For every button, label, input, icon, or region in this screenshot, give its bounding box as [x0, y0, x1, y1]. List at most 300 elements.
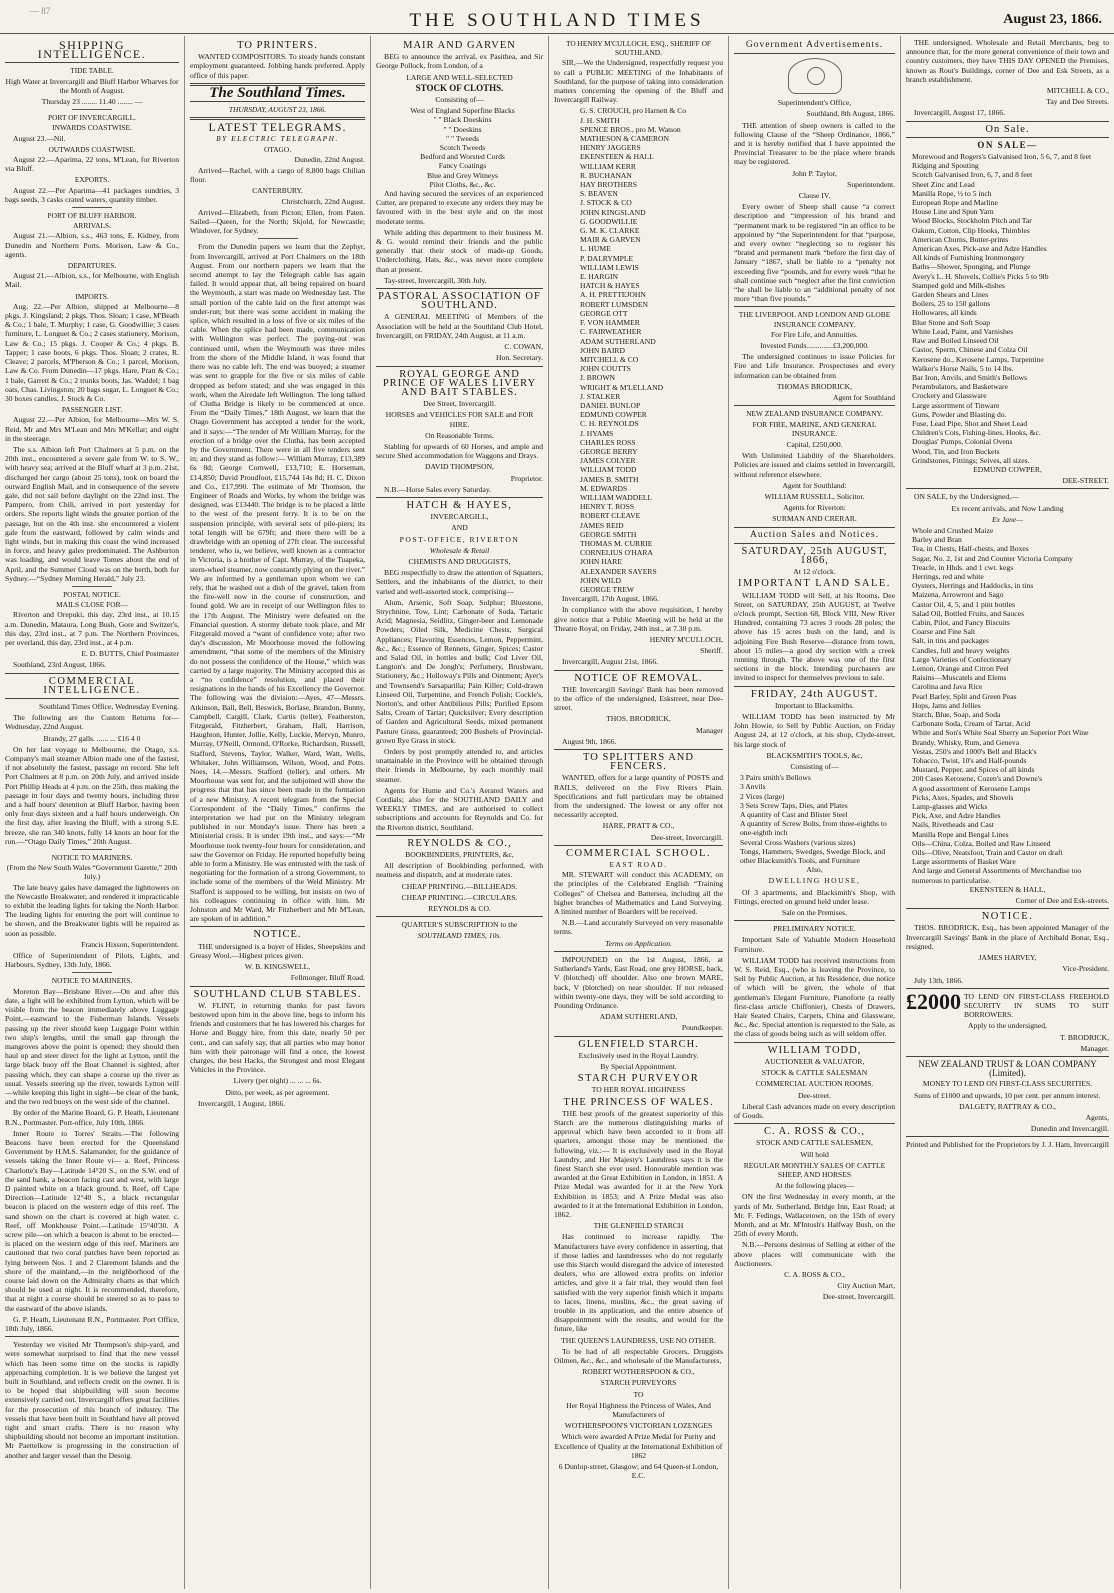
requisition-name: WILLIAM TODD	[580, 465, 637, 475]
ross-street: Dee-street, Invercargill.	[822, 1292, 895, 1302]
requisition-name: EDMUND COWPER	[580, 410, 647, 420]
royal-george-proprietor: Proprietor.	[510, 473, 543, 483]
torres-straits-sign: G. P. Heath, Lieutenant R.N., Portmaster. Port Office, 18th July, 1866.	[5, 1314, 179, 1333]
requisition-name: HENRY T. ROSS	[580, 502, 635, 512]
requisition-name: ROBERT CLEAVE	[580, 511, 641, 521]
arrivals-text: August 21.—Albion, s.s., 463 tons, E. Kidney, from Dunedin and Northern Ports. Morison, Law & Co., agents.	[5, 231, 179, 259]
blacksmith-item: A quantity of Cast and Blister Steel	[740, 810, 848, 820]
hardware-item: Raw and Boiled Linseed Oil	[912, 336, 999, 346]
glenfield-text-3: To be had of all respectable Grocers, Druggists Oilmen, &c., &c., and wholesale of the Manufacturers,	[554, 1346, 723, 1366]
requisition-name: WRIGHT & M'LELLAND	[580, 382, 664, 392]
requisition-name: GEORGE SMITH	[580, 529, 637, 539]
requisition-name: J. BROWN	[580, 373, 616, 383]
removal-signature: THOS. BRODRICK,	[606, 714, 671, 724]
grocery-item: Hops, Jams and Jellies	[912, 700, 981, 710]
friday-text: WILLIAM TODD has been instructed by Mr John Howie, to Sell by Public Auction, on Friday August 24, at 12 o'clock, at his shop, Clyde-street, his large stock of	[734, 711, 895, 749]
mariners-notice-1-place: Office of Superintendent of Pilots, Lights, and Harbours, Sydney, 13th July, 1866.	[5, 951, 179, 970]
nz-trust-place: Dunedin and Invercargill.	[1030, 1124, 1109, 1134]
requisition-name: HATCH & HAYES	[580, 281, 640, 291]
lend-amount: £2000	[906, 988, 961, 1014]
requisition-name: C. H. REYNOLDS	[580, 419, 639, 429]
grocery-item: Lemon, Orange and Citron Peel	[912, 664, 1009, 673]
grocery-item: Salt, in tins and packages	[912, 636, 989, 646]
hardware-item: Manilla Rope, ½ to 5 inch	[912, 188, 992, 198]
mariners-notice-1-heading: NOTICE TO MARINERS.	[51, 853, 133, 863]
cloth-item: " " Doeskins	[443, 124, 482, 134]
requisition-name: JOHN COUTTS	[580, 364, 631, 374]
sheriff-reply: In compliance with the above requisition, I hereby give notice that a Public Meeting will be held at the Theatre Royal, on Friday, 24th inst., at 7.30 p.m.	[554, 605, 723, 633]
grocery-item: Herrings, red and white	[912, 571, 984, 581]
nz-insurance-agent: Agent for Southland:	[782, 480, 847, 490]
todd-rooms: COMMERCIAL AUCTION ROOMS.	[755, 1079, 874, 1089]
shipyard-article: Yesterday we visited Mr Thompson's ship-yard, and were somewhat surprised to find that the new vessel which has been some time on the stocks is rapidly approaching completion. It is we believe the largest yet built in Southland, and reflects credit on the owner. It is to be hoped that shipbuilding will soon become extensively carried out. Invercargill offers great facilities for the prosecution of this branch of industry. The vessels that have been built in Southland have all proved tight and smart crafts. There is no reason why shipbuilding should not become an important institution. Mr Paettelkow is progressing in the construction of another and larger vessel than the Desoig.	[5, 1340, 179, 1460]
albion-article: The s.s. Albion left Port Chalmers at 5 p.m. on the 20th inst., encountered a severe gale from W. to S. W., with heavy sea; arrived at the Bluff wharf at 3 p.m. 21st, discharged her cargo (about 25 tons), took on board the outward English Mail, and in consequence of the severe gale, did not sail before daylight on the 22nd inst. The Pampero, from Chili, arrived in port yesterday for orders. She reports light winds the greater portion of the passage, but on the 4th inst. she encountered a violent gale from the eastward, followed by calm winds and light winds, but in making this coast the wind increased in force, and heavy gales predominated. The Ashburton was loading, and would leave Tomes about the end of April, and the Summer Cloud was on the berth, both for Sydney.—“Sydney Morning Herald,” July 23.	[5, 444, 179, 583]
grocery-item: Manilla Rope and Bengal Lines	[912, 829, 1009, 839]
hardware-item: Douglas' Pumps, Colonial Ovens	[912, 437, 1013, 447]
requisition-names	[554, 106, 723, 594]
requisition-name: HAY BROTHERS	[580, 180, 638, 190]
grocery-item: And large and General Assortments of Merchandise too numerous to particularise.	[912, 866, 1082, 885]
requisition-name: ROBERT LUMSDEN	[580, 299, 648, 309]
commercial-text: The following are the Custom Returns for— Wednesday, 22nd August.	[5, 713, 179, 732]
hardware-item: All kinds of Furnishing Ironmongery	[912, 253, 1025, 263]
requisition-name: GEORGE BERRY	[580, 446, 638, 456]
nz-insurance-heading: NEW ZEALAND INSURANCE COMPANY.	[746, 409, 883, 419]
inwards-heading: INWARDS COASTWISE.	[52, 123, 132, 133]
mitchell-date: Invercargill, August 17, 1866.	[914, 108, 1005, 118]
hardware-item: Oakum, Cotton, Clip Hooks, Thimbles	[912, 225, 1030, 235]
splitters-place: Dee-street, Invercargill.	[650, 832, 723, 842]
postal-subheading: MAILS CLOSE FOR—	[56, 600, 128, 610]
mair-garven-heading: MAIR AND GARVEN	[403, 40, 516, 51]
grocery-item: Tobacco, Twist, 10's and Half-pounds	[912, 756, 1027, 766]
land-sale-heading: IMPORTANT LAND SALE.	[738, 578, 891, 590]
requisition-name: HENRY JAGGERS	[580, 143, 641, 153]
friday-heading: FRIDAY, 24th AUGUST.	[750, 688, 879, 700]
requisition-name: J. STALKER	[580, 391, 621, 401]
blacksmith-item: Tongs, Hammers, Swedges, Swedge Block, and other Blacksmith's Tools, and Furniture	[740, 846, 886, 866]
requisition-name: JOHN HARE	[580, 557, 622, 567]
pastoral-signature: C. COWAN,	[504, 342, 543, 352]
friday-also: Also,	[806, 865, 823, 875]
brodrick-notice-text: THOS. BRODRICK, Esq., has been appointed Manager of the Invercargill Savings' Bank in the place of Archibald Bonar, Esq., resigned.	[906, 923, 1109, 951]
todd-heading: WILLIAM TODD,	[767, 1044, 862, 1056]
mair-garven-text-2: While adding this department to their business M. & G. would remind their friends and the public generally that their stock of made-up Goods, Underclothing, Hats, &c., was never more complete than at present.	[376, 227, 543, 274]
royal-george-street: Dee Street, Invercargill.	[423, 399, 496, 409]
ross-title: STOCK AND CATTLE SALESMEN,	[756, 1138, 873, 1148]
blacksmith-items	[734, 773, 895, 865]
editorial-article: From the Dunedin papers we learn that the Zephyr, from Invercargill, arrived at Port Chalmers on the 18th August. From our northern papers we learn that the second attempt to lay the Telegraph cable has again failed. It would appear that, all being repaired on board the Weymouth, a start was made on Wednesday last. The small portion of the cable laid on the first attempt was under-run; but there was some accident in making the splice, which resulted in a loss of five or six miles of the cable. When the splice had been made, communication with Wellington was perfect. The paying-out was continued until, when the Weymouth was three miles from the shore of the Middle Island, it was found that there was no cable left. The end was buoyed; a steamer was sent to grapple for the five or six miles of cable dropped as before stated; and she was engaged in this work, when the Airedale left Wellington. The long talked of Clutha Bridge is likely to be commenced at once. From the “Daily Times,” 18th August, we learn that the Otago Government has accepted a tender for the work, and it says:—“The tender of Mr William Murray, for the erection of a bridge over the Clutha, has been accepted by the Government. There were in all five tenders sent in; and they stand as follow:— William Murray, £13,389 6s 8d; George Cornwell, £13,710; E. Horseman, £14,850; David Proudfoot, £15,744 14s 8d; H. C. Dixon and Co., £17,990. The estimate of Mr Thomson, the Engineer of Roads and Works, by whom the bridge was designed, was £13440. The bridge is to be placed a little to the west of the present ferry. It is to be on the suspension principle, with several sets of pile-piers; its total length will be 679ft; and there there will be a drawbridge with an opening of 27ft clear. The successful tenderer, who is, we believe, well known as a contractor in Victoria, is a brother of Capt. Murray, of the Tuapeka, stern-wheel steamer, now constantly plying on the river.” We are informed by a gentleman upon whom we can rely, that he washed out a dish of the gravel, taken from the fire-well now in the course of construction, and found gold. We are in receipt of our Wellington files to the 17th August. The Ministry were defeated on the Financial question. A stormy debate took place, and Mr Fitzgerald moved a “want of confidence vote; after two day's discussion, Mr Moorhouse moved the following amendment, “that some of the members of the Ministry do not possess the confidence of the House,” which was carried by a large majority. The Ministry accepted this as a “no confidence” resolution, and placed their resignations in the hands of his Excellency the Governor. The following was the division:—Ayes, 47—Messrs. Atkinson, Ball, Bell, Beswick, Borlase, Brandon, Bunny, Campbell, Cargill, Clark, Curtis (teller), Featherston, Fitzgerald, Fitzherbert, Graham, Hall, Harrison, Haughton, Hunter, Jollie, Kelly, Luckie, Mervyn, Munro, Murray, O'Neill, Ormond, O'Rorke, Richardson, Russell, Stafford, Stevens, Taylor, Walker, Ward, Watt, Wells, Whitaker, John Williamson, Wilson, Wood, and Potts. Noes, 14.—Messrs. Stafford (teller), and others. Mr Moorhouse was sent for, and the subjoined will show the progress that that has since been made in the formation of a new Ministry. A recent telegram from the Special Correspondent of the “Daily Times,” confirms the interpretation we had put on the Ministry telegram published in our Monday's issue. There has been a Ministerial crisis. It is under 19th inst., and says:—“Mr Moorhouse took twenty-four hours for consideration, and saw the Governor on Friday. He reported hopefully being able to form a Ministry. He was entrusted with the task of negotiating for the formation of a strong Government, to include some of the members of the Weld Ministry. Mr Stafford is supposed to be willing, but insists on two of his colleagues continuing in office with him. Mr Johnston and Mr Ward, Mr Fitzherbert and Mr M'Lean, are spoken of in addition.”	[190, 242, 365, 924]
grocery-item: Large Varieties of Confectionary	[912, 654, 1012, 664]
requisition-name: G. S. CROUCH, pro Harnett & Co	[580, 106, 687, 116]
sheriff-signature: HENRY M'CULLOCH,	[649, 635, 723, 644]
glenfield-sub: Exclusively used in the Royal Laundry.	[578, 1050, 699, 1060]
hardware-item: Perambulators, and Basketware	[912, 382, 1008, 392]
grocery-item: Tea, in Chests, Half-chests, and Boxes	[912, 544, 1029, 554]
clause-heading: Clause IV.	[798, 191, 831, 201]
royal-george-text: HORSES and VEHICLES FOR SALE and FOR HIRE.	[385, 410, 534, 429]
lend-text: TO LEND ON FIRST-CLASS FREEHOLD SECURITY IN SUMS TO SUIT BORROWERS.	[964, 991, 1109, 1020]
royal-george-text-2: Stabling for upwards of 60 Horses, and ample and secure Shed accommodation for Waggons and Drays.	[376, 441, 543, 461]
glenfield-to-2: TO	[633, 1389, 644, 1399]
ross-signature: C. A. ROSS & CO.,	[784, 1269, 845, 1279]
otago-telegram: Arrived—Rachel, with a cargo of 8,800 bags Chilian flour.	[190, 166, 365, 185]
blacksmith-tools: BLACKSMITH'S TOOLS, &c,	[766, 750, 863, 760]
requisition-name: MATHESON & CAMERON	[580, 134, 670, 144]
requisition-name: L. HUME	[580, 244, 611, 254]
glenfield-lozenges: WOTHERSPOON'S VICTORIAN LOZENGES	[564, 1421, 713, 1431]
grocery-item: Barley and Bran	[912, 535, 962, 545]
hatch-hayes-heading: HATCH & HAYES,	[406, 499, 513, 511]
hardware-item: Bar Iron, Anvils, and Smith's Bellows	[912, 372, 1028, 382]
otago-heading: OTAGO.	[263, 144, 292, 154]
grocery-item: Raisins—Muscatels and Elems	[912, 673, 1007, 683]
grocery-item: White and Son's White Seal Sherry an Superior Port Wine	[912, 728, 1089, 738]
outwards-heading: OUTWARDS COASTWISE.	[48, 144, 136, 154]
tide-text: High Water at Invercargill and Bluff Harbor Wharves for the Month of August.	[5, 76, 179, 95]
imports-heading: IMPORTS.	[75, 291, 109, 301]
grocery-item: 200 Cases Kerosene, Cozen's and Downe's	[912, 774, 1043, 784]
government-text: THE attention of sheep owners is called to the following Clause of the “Sheep Ordinance, 1866,” and it is hereby notified that I have appointed the Provincial Treasurer to be the place where brands may be registered.	[734, 120, 895, 167]
lend-advert	[906, 988, 1109, 1020]
nz-insurance-text: With Unlimited Liability of the Shareholders. Policies are issued and claims settled in Invercargill, without reference elsewhere.	[734, 451, 895, 479]
grocery-item: Salad Oil, Bottled Fruits, and Sauces	[912, 608, 1024, 618]
ekensteen-signature: EKENSTEEN & HALL,	[969, 884, 1046, 894]
requisition-name: J. STOCK & CO	[580, 198, 632, 208]
requisition-name: G. GOODWILLIE	[580, 216, 638, 226]
hardware-item: Scotch Galvanised Iron, 6, 7, and 8 feet	[912, 170, 1033, 180]
hatch-hayes-and: AND	[451, 523, 468, 533]
hardware-item: Walker's Horse Nails, 5 to 14 lbs.	[912, 363, 1014, 373]
cloth-item: Pilot Cloths, &c., &c.	[429, 179, 496, 189]
removal-title: Manager	[696, 725, 723, 735]
printers-heading: TO PRINTERS.	[237, 40, 318, 51]
mair-garven-items	[376, 106, 543, 189]
todd-title-2: STOCK & CATTLE SALESMAN	[761, 1068, 868, 1078]
hardware-item: House Line and Spun Yarn	[912, 207, 994, 217]
ross-nb: N.B.—Persons desirous of Selling at either of the above places will communicate with the Auctioneers.	[734, 1240, 895, 1268]
dwelling-house-text: Of 3 apartments, and Blacksmith's Shop, with Fittings, erected on ground held under lease.	[734, 887, 895, 906]
requisition-name: DANIEL BUNLOP	[580, 400, 641, 410]
glenfield-text-4: Her Royal Highness the Princess of Wales, And Manufacturers of	[566, 1400, 711, 1420]
hardware-item: European Rope and Marline	[912, 198, 998, 208]
club-stables-livery: Livery (per night) ... ... ... 6s.	[233, 1076, 322, 1086]
requisition-name: WILLIAM KERR	[580, 161, 636, 171]
hardware-item: Avery's L. H. Shovels, Collie's Picks 5 to 9lb	[912, 271, 1049, 281]
requisition-name: GEORGE OTT	[580, 308, 628, 318]
cheap-printing-billheads: CHEAP PRINTING.—BILLHEADS.	[401, 881, 518, 891]
crest-icon	[788, 58, 842, 94]
cloth-item: Bedford and Worsted Cords	[420, 152, 505, 162]
splitters-signature: HARE, PRATT & CO.,	[602, 821, 675, 831]
liverpool-text: The undersigned continues to issue Policies for Fire and Life Insurance. Prospectuses and every information can be obtained from	[734, 352, 895, 380]
nz-insurance-capital: Capital, £250,000.	[786, 439, 843, 449]
blacksmith-item: 3 Sets Screw Taps, Dies, and Plates	[740, 800, 848, 810]
commercial-heading: COMMERCIAL INTELLIGENCE.	[43, 675, 141, 696]
blacksmith-item: Several Cross Washers (various sizes)	[740, 837, 856, 847]
grocery-item: Carbonate Soda, Cream of Tartar, Acid	[912, 719, 1031, 729]
grocery-item: A good assortment of Kerosene Lamps	[912, 783, 1031, 793]
grocery-item: Maizena, Arrowroot and Sago	[912, 590, 1004, 600]
departures-heading: DEPARTURES.	[67, 261, 117, 271]
glenfield-princess: THE PRINCESS OF WALES.	[563, 1096, 714, 1108]
requisition-name: C. FAIRWEATHER	[580, 327, 642, 337]
requisition-name: CHARLES ROSS	[580, 437, 636, 447]
preliminary-text: WILLIAM TODD has received instructions from W. S. Reid, Esq., (who is leaving the Province, to Sell by Public Auction, at his Residence, due notice of which will be given, the whole of that gentleman's Elegant Furniture, Pianoforte (a really first-class article Chiffonier), Chests of Drawers, Hair Seated Chairs, Carpets, China and Glassware, &c., &c. Special attention is requested to the Sale, as the class of goods being such as will seldom offer.	[734, 955, 895, 1039]
hardware-item: Crockery and Glassware	[912, 391, 987, 401]
cheap-printing-circulars: CHEAP PRINTING.—CIRCULARS.	[401, 892, 518, 902]
requisition-name: MITCHELL & CO	[580, 354, 639, 364]
imports-text: Aug. 22.—Per Albion, shipped at Melbourne—8 pkgs. J. Kingsland; 2 pkgs. Thos. Sloan; 1 case, M'Beath & Co.; 1 bale, T. Murphy; 1 case, G. Goodwillie; 3 cases furniture, L. Longuet & Co.; 2 cases stationery, Morison, Law & Co.; 15 pkgs. J. Cooper & Co.; 4 pkgs. B. Tapper; 1 case boots, 6 pkgs. Thos. Sloan; 2 crates, R. Cleave; 2 parcels, M'Pherson & Co.; 1 parcel, Morison, Law & Co. From Dunedin—17 pkgs. Hare, Pratt & Co.; 1 bale, Garrett & Co.; 2 trunks boots, Jas. Waddel; 1 bag oats, Chas. Livingston; 20 bags sugar, L. Longuet & Co.; 30 boxes candles, J. Stock & Co.	[5, 301, 179, 403]
club-stables-text: W. FLINT, in returning thanks for past favors bestowed upon him in the above line, begs to inform his friends and customers that he has lowered his charges for Horse and Buggy hire, from this date, nearly 50 per cent., and can safely say, that all parties who may honor him with their patronage will find a once, the lowest charges, the best Hacks, the Strongest and most Elegant Vehicles in the Province.	[190, 1000, 365, 1075]
pastoral-text: A GENERAL MEETING of Members of the Association will be held at the Southland Club Hotel, Invercargill, on FRIDAY, 24th August, at 11 a.m.	[376, 312, 543, 340]
commercial-brandy: Brandy, 27 galls. ...... ... £16 4 0	[43, 733, 141, 743]
page-mark: — 87	[30, 6, 51, 16]
impound-text: IMPOUNDED on the 1st August, 1866, at Sutherland's Yards, East Road, one grey HORSE, back, V (blotched) off shoulder. Also one brown MARE, back, V (blotched) on near shoulder. If not released within twenty-one days, they will be sold according to Pounding Ordinance.	[554, 954, 723, 1010]
ross-heading: C. A. ROSS & CO.,	[763, 1126, 866, 1138]
lend-title: Manager.	[1080, 1043, 1109, 1053]
government-signature: John P. Taylor,	[792, 168, 837, 178]
splitters-text: WANTED, offers for a large quantity of POSTS and RAILS, delivered on the Five Rivers Plain. Specifications and full particulars may be obtained from the undersigned. The lowest or any offer not necessarily accepted.	[554, 773, 723, 820]
ekensteen-sub: Ex recent arrivals, and Now Landing	[951, 503, 1064, 513]
commercial-office: Southland Times Office, Wednesday Evening.	[38, 702, 179, 711]
hardware-item: Grindstones, Fittings; Seives, all sizes.	[912, 455, 1030, 465]
todd-text: Liberal Cash advances made on every description of Goods.	[734, 1101, 895, 1120]
saturday-heading: SATURDAY, 25th AUGUST, 1866,	[741, 545, 888, 566]
mair-garven-large: LARGE AND WELL-SELECTED	[406, 72, 513, 82]
nz-trust-text-2: Sums of £1000 and upwards, 10 per cent. per annum interest.	[914, 1090, 1101, 1100]
inwards-text: August 23.—Nil.	[13, 133, 66, 143]
hatch-hayes-wholesale: Wholesale & Retail	[429, 545, 490, 555]
government-title: Superintendent.	[847, 179, 895, 189]
removal-heading: NOTICE OF REMOVAL.	[574, 672, 703, 684]
brodrick-notice-date: July 13th, 1866.	[914, 975, 963, 985]
ross-text: ON the first Wednesday in every month, at the yards of Mr. Sutherland, Bridge Inn, East Road; at Mr. F. Fedings, Wallacetown, on the 15th of every Month, and at Mr. M'Intosh's Halfway Bush, on the 25th of every Month.	[734, 1192, 895, 1239]
hatch-hayes-invercargill: INVERCARGILL,	[430, 512, 489, 522]
port-invercargill-heading: PORT OF INVERCARGILL.	[48, 113, 136, 123]
sheriff-date-2: Invercargill, August 21st, 1866.	[562, 657, 659, 667]
reynolds-text-2: All description of Bookbinding performed, with neatness and dispatch, and at moderate rates.	[376, 861, 543, 880]
dwelling-house: DWELLING HOUSE,	[768, 876, 861, 886]
hardware-item: Stamped gold and Milk-dishes	[912, 280, 1006, 290]
hardware-item: Blue Stone and Soft Soap	[912, 317, 991, 327]
land-sale-text: WILLIAM TODD will Sell, at his Rooms, Dee Street, on SATURDAY, 25th AUGUST, at Twelve o'clock prompt, Section 68, Block VIII, New River Hundred, containing 73 acres 3 roods 28 poles; the above has 15 acres bush on the land, and is adjoining Fire Bush Reserve—distance from town, about 15 miles—a good dry section with a creek running through. The above was one of the first sections in the block. Intending purchasers are invited to inspect for themselves previous to sale.	[734, 590, 895, 683]
mitchell-streets: Tay and Dee Streets.	[1046, 97, 1109, 107]
requisition-name: JAMES COLYER	[580, 456, 636, 466]
friday-sub: Important to Blacksmiths.	[774, 700, 855, 710]
canterbury-date: Christchurch, 22nd August.	[281, 196, 365, 206]
on-sale-banner: ON SALE—	[977, 139, 1038, 150]
requisition-name: E. HARGIN	[580, 272, 618, 282]
hardware-item: Fuse, Lead Pipe, Shot and Sheet Lead	[912, 418, 1028, 428]
blacksmith-item: 2 Vices (large)	[740, 791, 785, 801]
friday-premises: Sale on the Premises.	[782, 908, 847, 918]
exports-heading: EXPORTS.	[74, 175, 110, 185]
hatch-hayes-agents: Agents for Hume and Co.'s Aerated Waters and Cordials; also for the SOUTHLAND DAILY and WEEKLY TIMES, and are authorised to collect subscriptions and accounts for Reynolds and Co. for the Riverton district, Southland.	[376, 785, 543, 832]
saturday-time: At 12 o'clock.	[793, 567, 836, 577]
nz-insurance-agent-2-name: SURMAN AND CRERAR.	[772, 514, 857, 524]
grocery-item: Starch, Blue, Soap, and Soda	[912, 710, 1001, 720]
glenfield-heading: GLENFIELD STARCH.	[578, 1038, 699, 1050]
telegraph-subheading: BY ELECTRIC TELEGRAPH.	[216, 134, 339, 144]
clause-text: Every owner of Sheep shall cause “a correct description and “impression of his brand and “permanent mark to be registered “in an office to be appointed by “the Superintendent for that “purpose, and every owner “neglecting so to register his “brand and permanent mark “before the first day of January “1867, shall be liable to a “penalty not exceeding five “pounds, and for every week “that he shall continue such “neglect after the first conviction “he shall be liable to an “additional penalty of not more “than five pounds.”	[734, 202, 895, 304]
hardware-item: Sheet Zinc and Lead	[912, 179, 975, 189]
impound-title: Poundkeeper.	[681, 1023, 723, 1033]
hardware-item: Wood, Tin, and Iron Buckets	[912, 446, 1000, 456]
requisition-name: WILLIAM LEWIS	[580, 262, 639, 272]
requisition-name: M. EDWARDS	[580, 483, 628, 493]
nz-trust-title: Agents,	[1085, 1112, 1109, 1122]
shipping-heading: SHIPPING INTELLIGENCE.	[37, 38, 147, 62]
mariners-notice-2-text: Moreton Bay—Brisbane River.—On and after this date, a light will be exhibited from Lytton, which will be visible from the beacon immediately above Luggage Point,—eastward to the Fisherman Islands. Vessels passing up the river should keep Luggage Point within two ship's lengths, until the small gap through the mangroves above the point is opened; they should then haul up and steer direct for the light at Lytton, until the large black buoy off the Boat Channel is sighted, after passing which, they can shape a course up the river as usual. Vessels steering up the river, towards Lytton will—while keeping this light in sight—be clear of the bank, and the two red buoys on the west side of the channel.	[5, 986, 179, 1107]
cloth-item: " " Black Doeskins	[433, 115, 492, 125]
mariners-notice-1-sign: Francis Hixson, Superintendent.	[81, 939, 179, 949]
cowper-street: DEE-STREET.	[1062, 476, 1109, 486]
nz-insurance-agent-2: Agents for Riverton:	[783, 503, 846, 513]
blacksmith-item: 3 Anvils	[740, 782, 766, 792]
column-2	[184, 36, 370, 1589]
requisition-name: JAMES REID	[580, 520, 624, 530]
grocery-item: Sugar, No. 2, 1st and 2nd Counter Victoria Company	[912, 553, 1073, 563]
masthead	[0, 0, 1114, 34]
grocery-item: Pick, Axe, and Adze Handles	[912, 811, 1001, 821]
mariners-notice-2-heading: NOTICE TO MARINERS.	[51, 976, 133, 986]
glenfield-to: TO HER ROYAL HIGHNESS	[591, 1085, 686, 1095]
requisition-name: S. BEAVEN	[580, 189, 618, 199]
liverpool-sub: For Fire Life, and Annuities.	[771, 329, 858, 339]
arrivals-heading: ARRIVALS.	[73, 221, 111, 231]
nz-trust-signature: DALGETY, RATTRAY & CO.,	[959, 1101, 1056, 1111]
hardware-item: Guns, Powder and Blasting do.	[912, 409, 1007, 419]
hardware-item: White Lead, Paint, and Varnishes	[912, 326, 1014, 336]
reynolds-signature: REYNOLDS & CO.	[428, 904, 491, 914]
reynolds-text: BOOKBINDERS, PRINTERS, &c,	[405, 850, 514, 860]
canterbury-telegram: Arrived—Elizabeth, from Picton; Ellen, from Paten. Sailed—Queen, for the North; Skjold, for Newcastle; Windover, for Sydney.	[190, 207, 365, 236]
mair-garven-consisting: Consisting of—	[435, 95, 484, 105]
requisition-name: ALEXANDER SAYERS	[580, 566, 657, 576]
otago-article: On her last voyage to Melbourne, the Otago, s.s. Company's mail steamer Albion made one of the fastest, if not absolutely the fastest, passage on record. She left Port Chalmers at 8 p.m. on 20th July, and arrived inside Port Phillip Heads at 4 p.m. on the 25th, thus making the passage in four days and twenty hours, including three and a half hours' detention at Bluff Harbor, having been only four days sixteen and a half hours underweigh. On the first day, after leaving the Bluff, with a strong S.E. breeze, she ran 340 knots, fully 14 knots an hour for the run.—“Otago Daily Times,” 20th August.	[5, 744, 179, 846]
sheriff-heading: TO HENRY M'CULLOCH, ESQ., SHERIFF OF SOUTHLAND.	[565, 39, 712, 58]
sheriff-date: Invercargill, 17th August, 1866.	[562, 594, 659, 604]
grocery-item: Lamp-glasses and Wicks	[912, 802, 988, 812]
requisition-name: ADAM SUTHERLAND	[580, 336, 656, 346]
torres-straits-notice: Inner Route to Torres' Straits.—The following Beacons have been erected for the Queensland Government by H.M.S. Salamander, for the guidance of vessels taking the Inner Route vi— a. Reef, Princess Charlotte's Bay—Latitude 14°20 S., on the S.W. end of the sand bank, a beacon facing cast and west, with large D painted white on a black ground. b. Reef, off Cape Direction—Latitude 12°40 S., a black rectangular beacon is placed on the western edge of this reef. The sand shown on the chart is covered at high water. c. Reef, off Monkhouse Point.—Latitude 15°40'30. A screw pile—on which a beacon is about to be erected—is placed on the western edge of this reef. Mariners are cautioned that two coral patches have been reported as lying between Nos. 1 and 2 Claremont Islands and the shore of the mainland,—in the neighborhood of the course laid down on the Admiralty charts as that which should be used at night. It is recommended, therefore, that at night a course should be steered so as to pass to the eastward of the above islands.	[5, 1128, 179, 1313]
splitters-heading: TO SPLITTERS AND FENCERS.	[583, 752, 694, 773]
exports-text: August 22.—Per Aparima—41 packages sundries, 3 bags seeds, 3 casks crated waters, quantity timber.	[5, 185, 179, 204]
nz-trust-heading: NEW ZEALAND TRUST & LOAN COMPANY (Limited).	[918, 1058, 1097, 1079]
hardware-item: Hollowares, all kinds	[912, 308, 977, 318]
requisition-name: THOMAS M. CURRIE	[580, 538, 653, 548]
brodrick-notice-signature: JAMES HARVEY,	[978, 953, 1037, 963]
hardware-item: Large assortment of Tinware	[912, 400, 1000, 410]
grocery-item: Picks, Axes, Spades, and Shovels	[912, 792, 1014, 802]
grocery-item: Pearl Barley, Split and Green Peas	[912, 691, 1017, 701]
on-sale-heading: On Sale.	[985, 123, 1030, 135]
requisition-name: JOHN BAIRD	[580, 345, 625, 355]
newspaper-title: THE SOUTHLAND TIMES	[409, 10, 705, 31]
grocery-item: Mustard, Pepper, and Spices of all kinds	[912, 765, 1035, 775]
hardware-item: Ridging and Spouting	[912, 161, 979, 171]
mair-garven-text-1: And having secured the services of an experienced Cutter, are prepared to execute any orders they may be favoured with in the best style and on the most moderate terms.	[376, 189, 543, 226]
passenger-text: August 22.—Per Albion, for Melbourne—Mrs W. S. Reid, Mr and Mrs M'Lean and Mrs M'Kellar; and eight in the steerage.	[5, 415, 179, 443]
notice-signature: W. B. KINGSWELL,	[244, 962, 311, 972]
requisition-name: MAIR & GARVEN	[580, 235, 641, 245]
hardware-item: Wood Blocks, Stockholm Pitch and Tar	[912, 216, 1032, 226]
grocery-item: Castor Oil, 4, 5, and 1 pint bottles	[912, 599, 1015, 609]
departures-text: August 21.—Albion, s.s., for Melbourne, with English Mail.	[5, 271, 179, 290]
grocery-item: Large assortments of Basket Ware	[912, 857, 1016, 867]
removal-date: August 9th, 1866.	[562, 736, 617, 746]
cloth-item: Scotch Tweeds	[439, 143, 486, 153]
tide-table-heading: TIDE TABLE.	[70, 66, 114, 76]
mair-garven-intro: BEG to announce the arrival, ex Pasithea, and Sir George Pollock, from London, of a	[376, 52, 543, 71]
lend-signature: T. BRODRICK,	[1059, 1032, 1109, 1042]
grocery-item: Carolina and Java Rice	[912, 682, 983, 692]
newspaper-flag: The Southland Times.	[209, 84, 346, 101]
liverpool-title: Agent for Southland	[832, 393, 895, 403]
otago-date: Dunedin, 22nd August.	[294, 154, 365, 164]
sheriff-title: Sheriff.	[700, 646, 723, 656]
glenfield-text-2: Has continued to increase rapidly. The Manufacturers have every confidence in asserting, that if those ladies and laundresses who do not regularly use this Starch would disregard the advice of interested dealers, who are allowed extra profits on inferior articles, and give it a fair trial, they would then feel satisfied with the very superior finish which it imparts to laces, linens, muslins, &c., the great saving of trouble in its application, and the entire absence of disappointment with the results, and would for the future, like	[554, 1232, 723, 1334]
grocery-item: Oysters, Herrings and Haddocks, in tins	[912, 581, 1034, 591]
removal-text: THE Invercargill Savings' Bank has been removed to the office of the undersigned, Eskstreet, near Dee-street.	[554, 684, 723, 713]
ekensteen-items	[906, 526, 1109, 885]
imprint: Printed and Published for the Proprietors by J. J. Ham, Invercargill	[906, 1140, 1109, 1150]
school-subheading: EAST ROAD.	[609, 860, 668, 870]
blacksmith-item: 3 Pairs smith's Bellows	[740, 773, 811, 783]
mariners-notice-1-sub: (From the New South Wales “Government Gazette,” 20th July.)	[6, 863, 178, 882]
todd-street: Dee-street.	[797, 1090, 832, 1100]
grocery-item: Coarse and Fine Salt	[912, 627, 976, 637]
passenger-heading: PASSENGER LIST.	[61, 405, 123, 415]
glenfield-text: THE best proofs of the greatest superiority of this Starch are the numerous distinguishing marks of approval which have been accorded to it from all quarters, amongst those may be mentioned the following, viz.:— It is exclusively used in the Royal Laundry, and Her Majesty's Laundress says it is the finest Starch she ever used. Honourable mention was awarded at the Great Exhibition in London, in 1851. A Prize Medal was awarded for it at the New York Exhibition in 1853; and A Prize Medal was also awarded to it at the International Exhibition in London, 1862.	[554, 1108, 723, 1219]
mair-garven-stock: STOCK OF CLOTHS.	[415, 82, 504, 93]
ross-places: At the following places—	[775, 1181, 854, 1191]
lend-apply: Apply to the undersigned,	[968, 1021, 1047, 1031]
glenfield-sub-2: By Special Appointment.	[600, 1061, 677, 1071]
tide-row: Thursday 23 ........ 11.40 ........ —	[41, 97, 143, 107]
government-office: Superintendent's Office,	[777, 98, 852, 108]
ekensteen-place: Corner of Dee and Esk-streets.	[1015, 896, 1109, 906]
ross-regular: REGULAR MONTHLY SALES OF CATTLE SHEEP, AND HORSES	[743, 1160, 886, 1179]
school-nb: N.B.—Land accurately Surveyed on very reasonable terms.	[554, 918, 723, 937]
grocery-item: Oils—China, Colza, Boiled and Raw Linseed	[912, 838, 1051, 848]
telegrams-heading: LATEST TELEGRAMS.	[208, 120, 347, 135]
liverpool-funds: Invested Funds..............£3,200,000.	[760, 341, 869, 351]
liverpool-signature: THOMAS BRODRICK,	[776, 381, 853, 391]
outwards-text: August 22.—Aparima, 22 tons, M'Lean, for Riverton via Bluff.	[5, 155, 179, 174]
grocery-item: Brandy, Whisky, Rum, and Geneva	[912, 737, 1020, 747]
blacksmith-consisting: Consisting of—	[790, 762, 839, 771]
requisition-name: A. H. PRETTEJOHN	[580, 290, 646, 300]
requisition-name: J. H. SMITH	[580, 115, 620, 125]
pastoral-title: Hon. Secretary.	[496, 353, 543, 363]
glenfield-text-5: Which were awarded A Prize Medal for Purity and Excellence of Quality at the International Exhibition of 1862	[554, 1432, 723, 1460]
club-stables-ditto: Ditto, per week, as per agreement.	[225, 1087, 330, 1097]
notice-place: Fellmonger, Bluff Road.	[290, 973, 365, 983]
auction-heading: Auction Sales and Notices.	[750, 529, 879, 540]
hatch-hayes-text: BEG respectfully to draw the attention of Squatters, Settlers, and the inhabitants of the district, to their varied and well-assorted stock, comprising—	[376, 568, 543, 596]
nz-insurance-agent-name: WILLIAM RUSSELL, Solicitor.	[764, 491, 865, 501]
todd-title: AUCTIONEER & VALUATOR,	[764, 1056, 865, 1066]
requisition-name: P. DALRYMPLE	[580, 253, 634, 263]
royal-george-terms: On Reasonable Terms.	[425, 430, 494, 440]
ekensteen-ex: Ex Jane—	[992, 514, 1023, 524]
issue-date: August 23, 1866.	[1003, 12, 1102, 27]
column-4	[548, 36, 728, 1589]
requisition-name: WILLIAM WADDELL	[580, 492, 653, 502]
hatch-hayes-post-office: POST-OFFICE, RIVERTON	[399, 534, 520, 544]
